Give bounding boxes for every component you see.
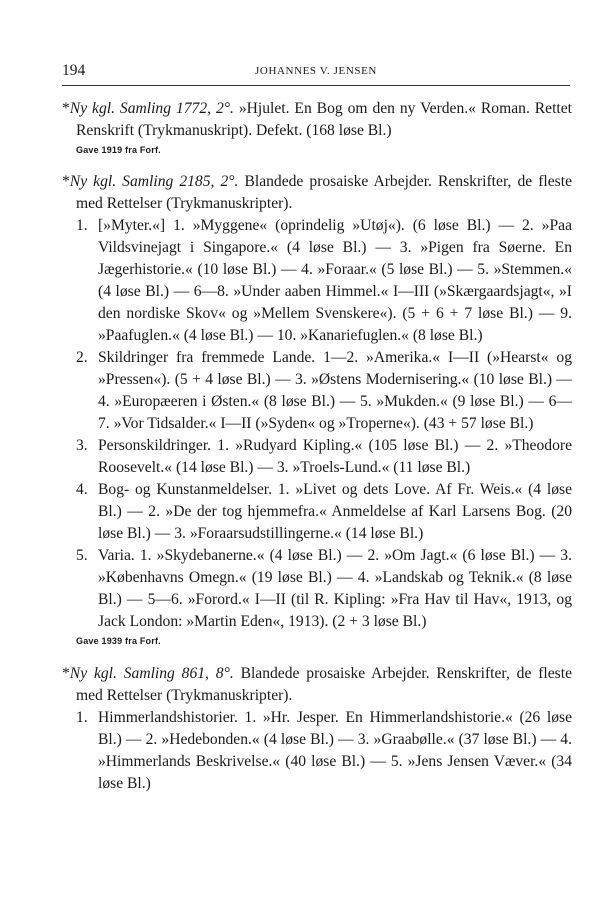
item-number: 2. bbox=[76, 349, 88, 366]
page-body bbox=[62, 98, 572, 795]
entry-description: Blandede prosaiske Arbejder. Renskrifter, de fleste med Rettelser (Trykmanuskripter). bbox=[76, 173, 572, 212]
list-item bbox=[62, 435, 572, 479]
page-header bbox=[62, 62, 570, 82]
entry-star: * bbox=[62, 100, 70, 117]
list-item bbox=[62, 347, 572, 435]
entry-star: * bbox=[62, 665, 70, 682]
item-number: 3. bbox=[76, 437, 88, 454]
item-number: 4. bbox=[76, 481, 88, 498]
item-number: 1. bbox=[76, 709, 88, 726]
item-number: 5. bbox=[76, 547, 88, 564]
item-list bbox=[62, 215, 572, 633]
list-item bbox=[62, 545, 572, 633]
catalog-entry bbox=[62, 663, 572, 707]
list-item bbox=[62, 707, 572, 795]
running-title: JOHANNES V. JENSEN bbox=[255, 65, 377, 77]
page-number: 194 bbox=[62, 62, 86, 79]
list-item bbox=[62, 479, 572, 545]
item-text: [»Myter.«] 1. »Myggene« (oprindelig »Utøj«). (6 løse Bl.) — 2. »Paa Vildsvinejagt i Singapore.« (4 løse Bl.) — 3. »Pigen fra Søerne. En Jægerhistorie.« (10 løse Bl.) — 4. »Foraar.« (5 løse Bl.) — 5. »Stemmen.« (4 løse Bl.) — 6—8. »Under aaben Himmel.« I—III (»Skærgaardsjagt«, »I den nordiske Skov« og »Mellem Svenskere«). (5 + 6 + 7 løse Bl.) — 9. »Paafuglen.« (4 løse Bl.) — 10. »Kanariefuglen.« (8 løse Bl.) bbox=[98, 217, 572, 344]
item-text: Personskildringer. 1. »Rudyard Kipling.« (105 løse Bl.) — 2. »Theodore Roosevelt.« (14 løse Bl.) — 3. »Troels-Lund.« (11 løse Bl.) bbox=[98, 437, 572, 476]
entry-description: »Hjulet. En Bog om den ny Verden.« Roman. Rettet Renskrift (Trykmanuskript). Defekt. (168 løse Bl.) bbox=[76, 100, 573, 139]
item-text: Skildringer fra fremmede Lande. 1—2. »Amerika.« I—II (»Hearst« og »Pressen«). (5 + 4 løse Bl.) — 3. »Østens Modernisering.« (10 løse Bl.) — 4. »Europæeren i Østen.« (8 løse Bl.) — 5. »Mukden.« (9 løse Bl.) — 6—7. »Vor Tidsalder.« I—II (»Syden« og »Troperne«). (43 + 57 løse Bl.) bbox=[98, 349, 572, 432]
entry-description: Blandede prosaiske Arbejder. Renskrifter, de fleste med Rettelser (Trykmanuskripter). bbox=[76, 665, 572, 704]
item-list bbox=[62, 707, 572, 795]
catalog-entry bbox=[62, 98, 572, 142]
list-item bbox=[62, 215, 572, 347]
item-text: Varia. 1. »Skydebanerne.« (4 løse Bl.) — 2. »Om Jagt.« (6 løse Bl.) — 3. »Københavns Omegn.« (19 løse Bl.) — 4. »Landskab og Teknik.« (8 løse Bl.) — 5—6. »Forord.« I—II (til R. Kipling: »Fra Hav til Hav«, 1913, og Jack London: »Martin Eden«, 1913). (2 + 3 løse Bl.) bbox=[98, 547, 572, 630]
entry-star: * bbox=[62, 173, 70, 190]
collection-signature: Ny kgl. Samling 2185, 2°. bbox=[69, 173, 239, 190]
collection-signature: Ny kgl. Samling 861, 8°. bbox=[69, 665, 234, 682]
gift-note: Gave 1919 fra Forf. bbox=[76, 145, 161, 155]
item-text: Bog- og Kunstanmeldelser. 1. »Livet og dets Love. Af Fr. Weis.« (4 løse Bl.) — 2. »De der tog hjemmefra.« Anmeldelse af Karl Larsens Bog. (20 løse Bl.) — 3. »Foraarsudstillingerne.« (14 løse Bl.) bbox=[98, 481, 572, 542]
catalog-entry bbox=[62, 171, 572, 215]
gift-note: Gave 1939 fra Forf. bbox=[76, 636, 161, 646]
header-rule bbox=[62, 85, 570, 86]
item-number: 1. bbox=[76, 217, 88, 234]
item-text: Himmerlandshistorier. 1. »Hr. Jesper. En Himmerlandshistorie.« (26 løse Bl.) — 2. »Hedebonden.« (4 løse Bl.) — 3. »Graabølle.« (37 løse Bl.) — 4. »Himmerlands Beskrivelse.« (40 løse Bl.) — 5. »Jens Jensen Væver.« (34 løse Bl.) bbox=[98, 709, 572, 792]
collection-signature: Ny kgl. Samling 1772, 2°. bbox=[69, 100, 234, 117]
